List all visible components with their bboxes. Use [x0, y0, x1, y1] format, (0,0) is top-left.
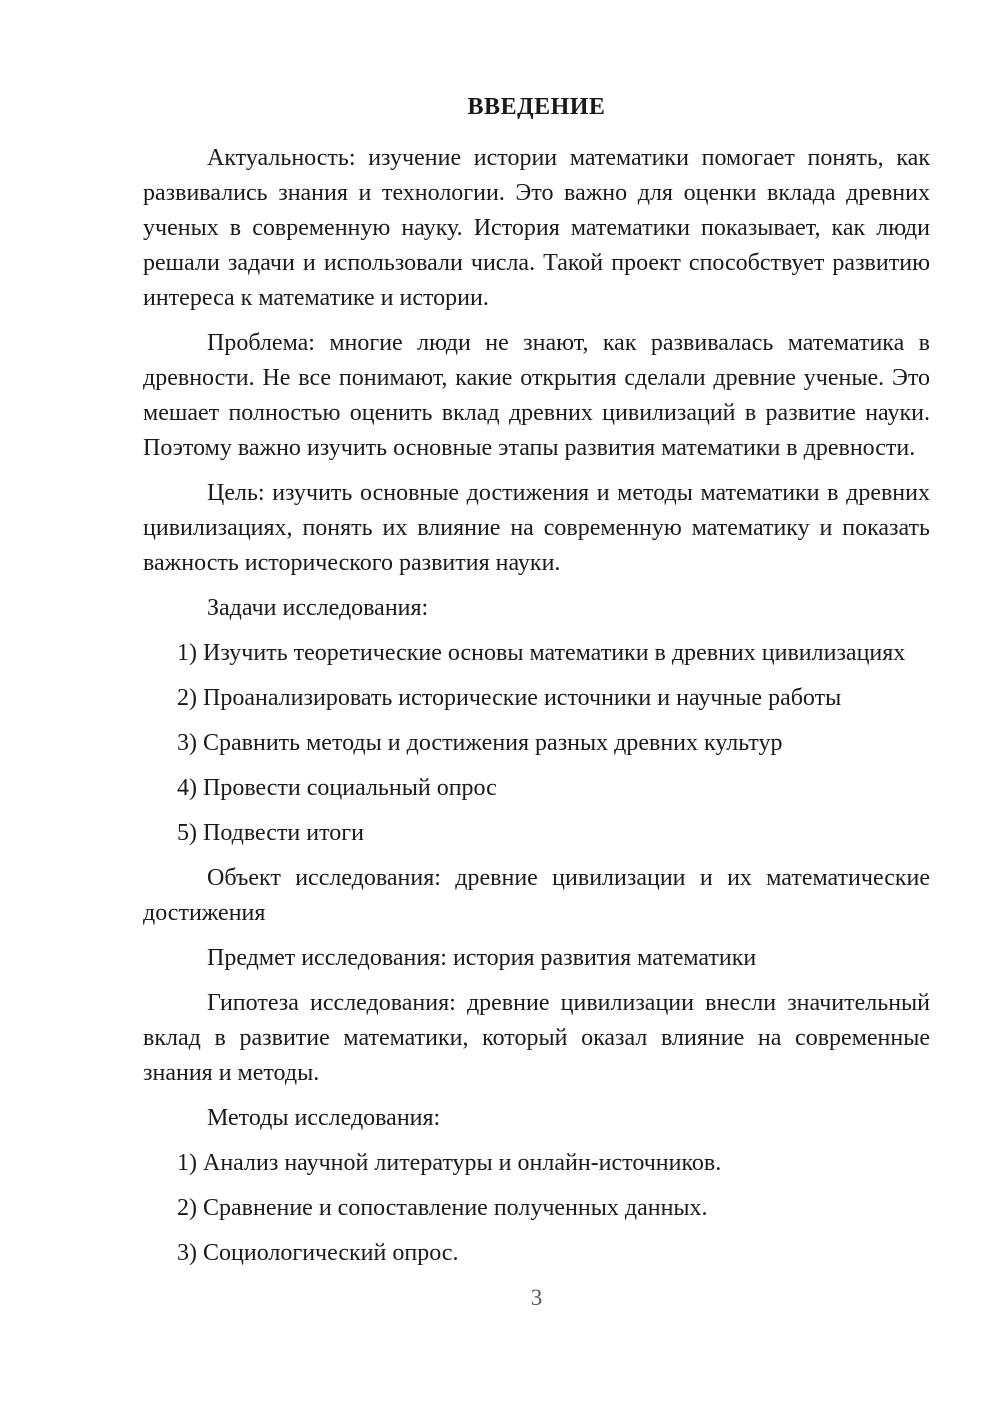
list-item: 3) Социологический опрос. — [177, 1240, 459, 1266]
paragraph: Методы исследования: — [207, 1105, 441, 1131]
list-item: 5) Подвести итоги — [177, 820, 364, 846]
list-item: 1) Анализ научной литературы и онлайн-источников. — [177, 1150, 722, 1176]
page-title: ВВЕДЕНИЕ — [467, 94, 606, 120]
paragraph: Цель: изучить основные достижения и методы математики в древних цивилизациях, понять их влияние на современную математику и показать важность исторического развития науки. — [143, 480, 930, 576]
list-item: 1) Изучить теоретические основы математики в древних цивилизациях — [177, 640, 906, 666]
paragraph: Объект исследования: древние цивилизации и их математические достижения — [143, 865, 930, 926]
list-item: 2) Проанализировать исторические источники и научные работы — [177, 685, 842, 711]
list-item: 3) Сравнить методы и достижения разных древних культур — [177, 730, 783, 756]
document-body — [143, 141, 930, 1271]
paragraph: Проблема: многие люди не знают, как развивалась математика в древности. Не все понимают, какие открытия сделали древние ученые. Это мешает полностью оценить вклад древних цивилизаций в развитие науки. Поэтому важно изучить основные этапы развития математики в древности. — [143, 330, 930, 461]
page-number: 3 — [530, 1285, 543, 1310]
paragraph: Гипотеза исследования: древние цивилизации внесли значительный вклад в развитие математики, который оказал влияние на современные знания и методы. — [143, 990, 930, 1086]
list-item: 4) Провести социальный опрос — [177, 775, 497, 801]
paragraph: Предмет исследования: история развития математики — [207, 945, 757, 971]
list-item: 2) Сравнение и сопоставление полученных данных. — [177, 1195, 708, 1221]
paragraph: Актуальность: изучение истории математики помогает понять, как развивались знания и технологии. Это важно для оценки вклада древних ученых в современную науку. История математики показывает, как люди решали задачи и использовали числа. Такой проект способствует развитию интереса к математике и истории. — [143, 145, 930, 311]
paragraph: Задачи исследования: — [207, 595, 429, 621]
